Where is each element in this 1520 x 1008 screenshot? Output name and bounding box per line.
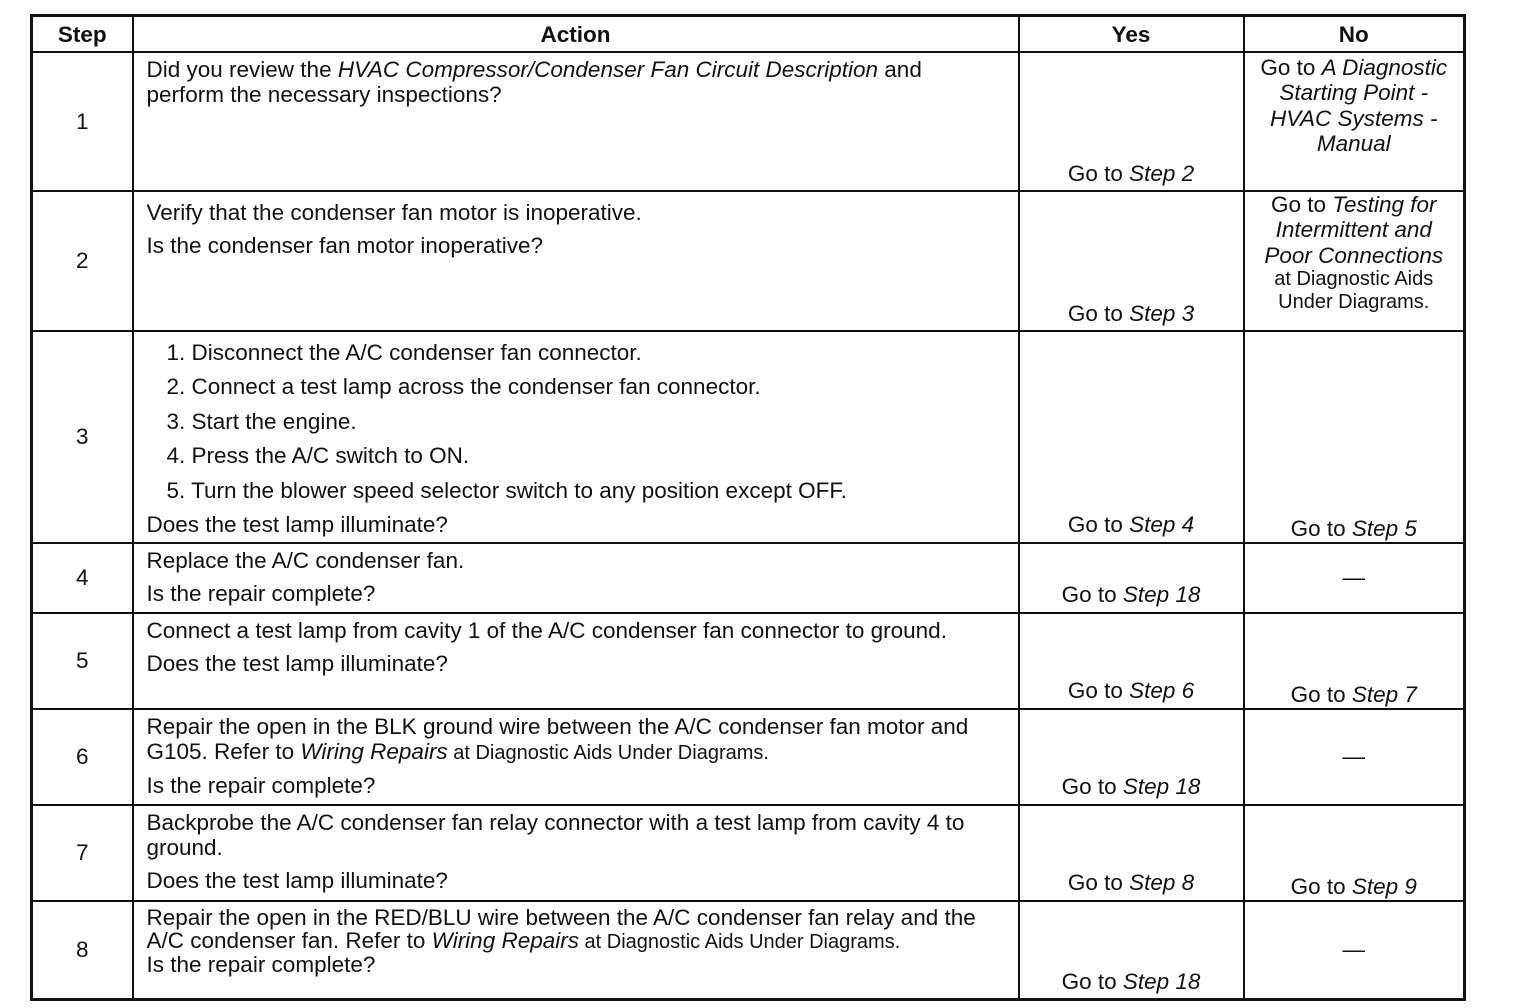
action-reference: HVAC Compressor/Condenser Fan Circuit Description (337, 57, 879, 82)
no-cell (1244, 331, 1465, 543)
action-question: Is the repair complete? (146, 952, 376, 978)
yes-prefix: Go to (1067, 512, 1130, 538)
header-yes: Yes (1019, 16, 1244, 53)
action-question: Is the repair complete? (146, 772, 376, 798)
action-text: Replace the A/C condenser fan. (146, 547, 465, 573)
yes-cell (1019, 543, 1244, 613)
action-cell (133, 191, 1019, 331)
table-row (32, 805, 1465, 901)
yes-cell (1019, 52, 1244, 191)
no-prefix: Go to (1290, 516, 1352, 542)
action-text: Verify that the condenser fan motor is inoperative. (146, 200, 642, 225)
yes-step-link[interactable]: Step 18 (1122, 582, 1201, 608)
action-question: Does the test lamp illuminate? (146, 650, 448, 676)
list-item: 1. Disconnect the A/C condenser fan connector. (166, 340, 642, 365)
yes-prefix: Go to (1067, 160, 1130, 186)
action-text-part: Repair the open in the RED/BLU wire between the A/C condenser fan relay and the A/C condenser fan. Refer to (146, 904, 976, 954)
no-cell (1244, 613, 1465, 709)
no-prefix: Go to (1290, 682, 1352, 708)
yes-prefix: Go to (1061, 774, 1123, 800)
step-number: 5 (32, 613, 133, 709)
yes-step-link[interactable]: Step 6 (1129, 678, 1195, 704)
action-text: Did you review the (146, 57, 338, 82)
action-text: Connect a test lamp from cavity 1 of the A/C condenser fan connector to ground. (146, 617, 947, 643)
yes-cell (1019, 191, 1244, 331)
header-action: Action (133, 16, 1019, 53)
action-text: Backprobe the A/C condenser fan relay connector with a test lamp from cavity 4 to ground. (146, 809, 965, 860)
yes-step-link[interactable]: Step 2 (1129, 160, 1195, 186)
action-text-part: at Diagnostic Aids Under Diagrams. (447, 741, 769, 764)
no-dash: — (1342, 564, 1365, 590)
action-text (147, 714, 1004, 765)
action-question: Is the repair complete? (146, 580, 376, 606)
table-row (32, 331, 1465, 543)
yes-cell (1019, 901, 1244, 1000)
yes-step-link[interactable]: Step 4 (1129, 512, 1195, 538)
action-cell (133, 805, 1019, 901)
no-step-link[interactable]: Step 5 (1351, 516, 1417, 542)
yes-prefix: Go to (1067, 678, 1130, 704)
yes-step-link[interactable]: Step 18 (1122, 774, 1201, 800)
no-step-link[interactable]: Step 7 (1351, 682, 1417, 708)
step-number: 8 (32, 901, 133, 1000)
yes-prefix: Go to (1067, 300, 1130, 326)
header-step: Step (32, 16, 133, 53)
action-question: Does the test lamp illuminate? (146, 868, 448, 894)
table-row (32, 613, 1465, 709)
step-number: 3 (32, 331, 133, 543)
yes-step-link[interactable]: Step 8 (1129, 870, 1195, 896)
action-cell (133, 543, 1019, 613)
action-cell (133, 709, 1019, 805)
table-row (32, 709, 1465, 805)
table-row (32, 543, 1465, 613)
header-row (32, 16, 1465, 53)
no-cell (1244, 543, 1465, 613)
header-no: No (1244, 16, 1465, 53)
table-row (32, 901, 1465, 1000)
step-number: 1 (32, 52, 133, 191)
action-question: Does the test lamp illuminate? (146, 512, 448, 538)
action-cell (133, 901, 1019, 1000)
action-question: Is the condenser fan motor inoperative? (146, 233, 543, 259)
no-prefix: Go to (1270, 192, 1333, 217)
procedure-list (167, 340, 1004, 503)
no-prefix: Go to (1290, 874, 1352, 900)
step-number: 4 (32, 543, 133, 613)
no-cell (1244, 191, 1465, 331)
action-reference: Wiring Repairs (431, 928, 579, 954)
table-row (32, 191, 1465, 331)
list-item: 3. Start the engine. (166, 408, 357, 434)
step-number: 7 (32, 805, 133, 901)
no-cell (1244, 805, 1465, 901)
yes-step-link[interactable]: Step 18 (1122, 968, 1201, 994)
no-prefix: Go to (1260, 55, 1322, 80)
action-text: and perform the necessary inspections? (146, 57, 922, 108)
yes-prefix: Go to (1061, 582, 1123, 608)
action-text (147, 906, 1004, 954)
yes-cell (1019, 805, 1244, 901)
step-number: 2 (32, 191, 133, 331)
step-number: 6 (32, 709, 133, 805)
yes-prefix: Go to (1067, 870, 1130, 896)
action-text-part: at Diagnostic Aids Under Diagrams. (579, 931, 901, 954)
yes-cell (1019, 613, 1244, 709)
action-cell (133, 613, 1019, 709)
diagnostic-table (30, 14, 1466, 1001)
yes-prefix: Go to (1061, 968, 1123, 994)
no-cell (1244, 52, 1465, 191)
list-item: 4. Press the A/C switch to ON. (166, 443, 470, 469)
yes-cell (1019, 709, 1244, 805)
no-reference-link[interactable]: A Diagnostic Starting Point - HVAC Systems - Manual (1269, 55, 1448, 157)
table-row (32, 52, 1465, 191)
list-item: 2. Connect a test lamp across the condenser fan connector. (166, 374, 761, 400)
action-cell (133, 52, 1019, 191)
no-cell (1244, 709, 1465, 805)
no-step-link[interactable]: Step 9 (1351, 874, 1417, 900)
no-reference-link[interactable]: Testing for Intermittent and Poor Connections (1264, 192, 1444, 268)
no-dash: — (1342, 937, 1365, 963)
action-text-part: Repair the open in the BLK ground wire between the A/C condenser fan motor and G105. Refer to (146, 713, 969, 764)
no-dash: — (1342, 743, 1365, 769)
list-item: 5. Turn the blower speed selector switch to any position except OFF. (166, 477, 847, 503)
yes-step-link[interactable]: Step 3 (1129, 300, 1195, 326)
no-suffix: at Diagnostic Aids Under Diagrams. (1274, 268, 1434, 313)
action-reference: Wiring Repairs (300, 738, 448, 764)
action-cell (133, 331, 1019, 543)
no-cell (1244, 901, 1465, 1000)
yes-cell (1019, 331, 1244, 543)
